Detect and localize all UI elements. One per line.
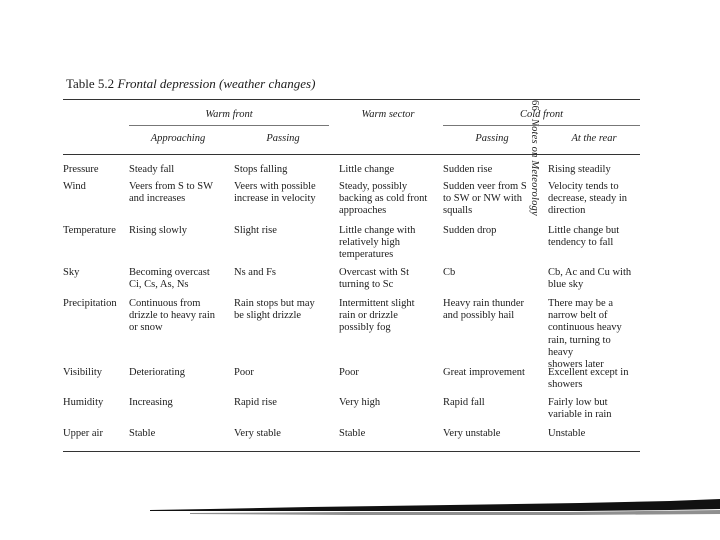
table-top-rule <box>63 99 640 100</box>
table-cell: Intermittent slight rain or drizzle possibly fog <box>339 298 415 334</box>
group-header-cold-front: Cold front <box>519 109 564 120</box>
table-cell: Unstable <box>548 428 586 439</box>
table-cell: Increasing <box>129 397 173 408</box>
table-cell: Stops falling <box>234 164 288 175</box>
table-cell: Sudden drop <box>443 225 497 236</box>
table-cell: Rapid fall <box>443 397 485 408</box>
table-cell: Steady fall <box>129 164 175 175</box>
table-cell: Little change with relatively high temperatures <box>339 225 416 261</box>
sub-header-passing-cold: Passing <box>475 133 509 144</box>
row-label-temperature: Temperature <box>63 225 116 236</box>
row-label-sky: Sky <box>63 267 80 278</box>
row-label-pressure: Pressure <box>63 164 99 175</box>
table-cell: Fairly low but variable in rain <box>548 397 612 421</box>
table-cell: Rising slowly <box>129 225 188 236</box>
table-cell: Little change but tendency to fall <box>548 225 620 249</box>
page-number: 66 <box>529 100 540 111</box>
header-bottom-rule <box>63 154 640 155</box>
table-cell: Very high <box>339 397 381 408</box>
table-cell: Stable <box>129 428 156 439</box>
table-cell: Rain stops but may be slight drizzle <box>234 298 315 322</box>
row-label-precipitation: Precipitation <box>63 298 117 309</box>
table-title: Frontal depression (weather changes) <box>117 76 316 91</box>
row-label-visibility: Visibility <box>63 367 103 378</box>
table-cell: Slight rise <box>234 225 277 236</box>
table-cell: Veers with possible increase in velocity <box>234 181 316 205</box>
table-cell: Poor <box>234 367 254 378</box>
table-cell: Heavy rain thunder and possibly hail <box>443 298 525 322</box>
table-cell: Steady, possibly backing as cold front approaches <box>339 181 428 217</box>
table-cell: Great improvement <box>443 367 525 378</box>
table-cell: Little change <box>339 164 395 175</box>
scan-artifact-bar <box>150 497 720 519</box>
row-label-humidity: Humidity <box>63 397 104 408</box>
table-cell: Overcast with St turning to Sc <box>339 267 409 291</box>
table-cell: Cb, Ac and Cu with blue sky <box>548 267 632 291</box>
table-cell: Very unstable <box>443 428 501 439</box>
table-cell: Sudden rise <box>443 164 493 175</box>
table-cell: Becoming overcast Ci, Cs, As, Ns <box>129 267 210 291</box>
table-cell: Ns and Fs <box>234 267 277 278</box>
running-head-title: Notes on Meteorology <box>529 118 540 216</box>
table-cell: Continuous from drizzle to heavy rain or snow <box>129 298 215 334</box>
table-cell: Cb <box>443 267 456 278</box>
table-cell: Sudden veer from S to SW or NW with squalls <box>443 181 527 217</box>
warm-front-rule <box>129 125 329 126</box>
table-cell: Excellent except in showers <box>548 367 629 391</box>
table-cell: Deteriorating <box>129 367 185 378</box>
cold-front-rule <box>443 125 640 126</box>
table-cell: Rising steadily <box>548 164 611 175</box>
table-cell: Poor <box>339 367 359 378</box>
row-label-upper-air: Upper air <box>63 428 103 439</box>
table-cell: Rapid rise <box>234 397 277 408</box>
table-cell: Very stable <box>234 428 281 439</box>
group-header-warm-front: Warm front <box>205 109 253 120</box>
table-caption <box>66 76 315 92</box>
table-cell: Veers from S to SW and increases <box>129 181 213 205</box>
sub-header-passing-warm: Passing <box>266 133 300 144</box>
row-label-wind: Wind <box>63 181 86 192</box>
sub-header-approaching: Approaching <box>150 133 206 144</box>
table-cell: Stable <box>339 428 366 439</box>
sub-header-at-the-rear: At the rear <box>571 133 617 144</box>
group-header-warm-sector: Warm sector <box>361 109 415 120</box>
table-number: Table 5.2 <box>66 76 115 91</box>
table-cell: There may be a narrow belt of continuous heavy rain, turning to heavy showers later <box>548 298 622 371</box>
table-cell: Velocity tends to decrease, steady in direction <box>548 181 628 217</box>
table-bottom-rule <box>63 451 640 452</box>
